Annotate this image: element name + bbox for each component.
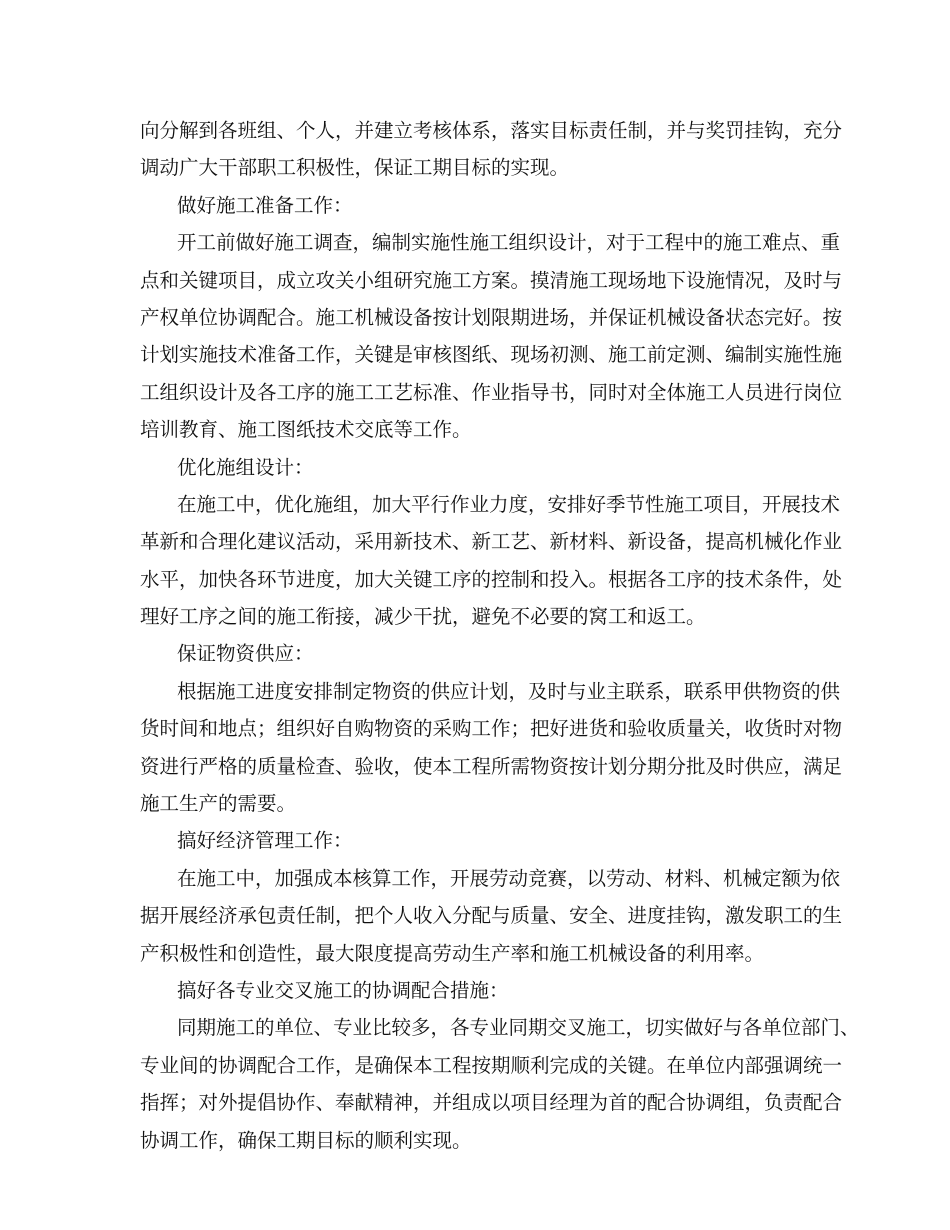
paragraph-line: 同期施工的单位、专业比较多，各专业同期交叉施工，切实做好与各单位部门、	[177, 1016, 860, 1040]
paragraph-line: 培训教育、施工图纸技术交底等工作。	[140, 418, 472, 442]
paragraph-line: 协调工作，确保工期目标的顺利实现。	[140, 1128, 472, 1152]
paragraph-line: 开工前做好施工调查，编制实施性施工组织设计，对于工程中的施工难点、重	[177, 231, 841, 255]
paragraph-line: 产权单位协调配合。施工机械设备按计划限期进场，并保证机械设备状态完好。按	[140, 305, 843, 329]
paragraph-line: 产积极性和创造性，最大限度提高劳动生产率和施工机械设备的利用率。	[140, 941, 765, 965]
paragraph-line: 根据施工进度安排制定物资的供应计划，及时与业主联系，联系甲供物资的供	[177, 679, 841, 703]
section-heading: 保证物资供应：	[177, 642, 314, 666]
paragraph-line: 专业间的协调配合工作，是确保本工程按期顺利完成的关键。在单位内部强调统一	[140, 1053, 843, 1077]
paragraph-line: 计划实施技术准备工作，关键是审核图纸、现场初测、施工前定测、编制实施性施	[140, 343, 843, 367]
paragraph-line: 向分解到各班组、个人，并建立考核体系，落实目标责任制，并与奖罚挂钩，充分	[140, 119, 843, 142]
document-body	[140, 112, 860, 1159]
paragraph-line: 据开展经济承包责任制，把个人收入分配与质量、安全、进度挂钩，激发职工的生	[140, 904, 843, 928]
paragraph-line: 工组织设计及各工序的施工工艺标准、作业指导书，同时对全体施工人员进行岗位	[140, 380, 843, 404]
paragraph-line: 在施工中，优化施组，加大平行作业力度，安排好季节性施工项目，开展技术	[177, 492, 841, 516]
paragraph-line: 调动广大干部职工积极性，保证工期目标的实现。	[140, 156, 570, 180]
paragraph-line: 革新和合理化建议活动，采用新技术、新工艺、新材料、新设备，提高机械化作业	[140, 530, 843, 554]
paragraph-line: 指挥；对外提倡协作、奉献精神，并组成以项目经理为首的配合协调组，负责配合	[140, 1091, 843, 1115]
section-heading: 搞好经济管理工作：	[177, 829, 353, 853]
paragraph-line: 水平，加快各环节进度，加大关键工序的控制和投入。根据各工序的技术条件，处	[140, 567, 843, 591]
section-heading: 做好施工准备工作：	[177, 193, 353, 217]
paragraph-line: 资进行严格的质量检查、验收，使本工程所需物资按计划分期分批及时供应，满足	[140, 754, 843, 778]
paragraph-line: 货时间和地点；组织好自购物资的采购工作；把好进货和验收质量关，收货时对物	[140, 717, 843, 741]
section-heading: 优化施组设计：	[177, 455, 314, 479]
section-heading: 搞好各专业交叉施工的协调配合措施：	[177, 978, 509, 1002]
paragraph-line: 理好工序之间的施工衔接，减少干扰，避免不必要的窝工和返工。	[140, 605, 706, 629]
paragraph-line: 施工生产的需要。	[140, 792, 297, 816]
paragraph-line: 在施工中，加强成本核算工作，开展劳动竞赛，以劳动、材料、机械定额为依	[177, 866, 841, 890]
paragraph-line: 点和关键项目，成立攻关小组研究施工方案。摸清施工现场地下设施情况，及时与	[140, 268, 843, 292]
